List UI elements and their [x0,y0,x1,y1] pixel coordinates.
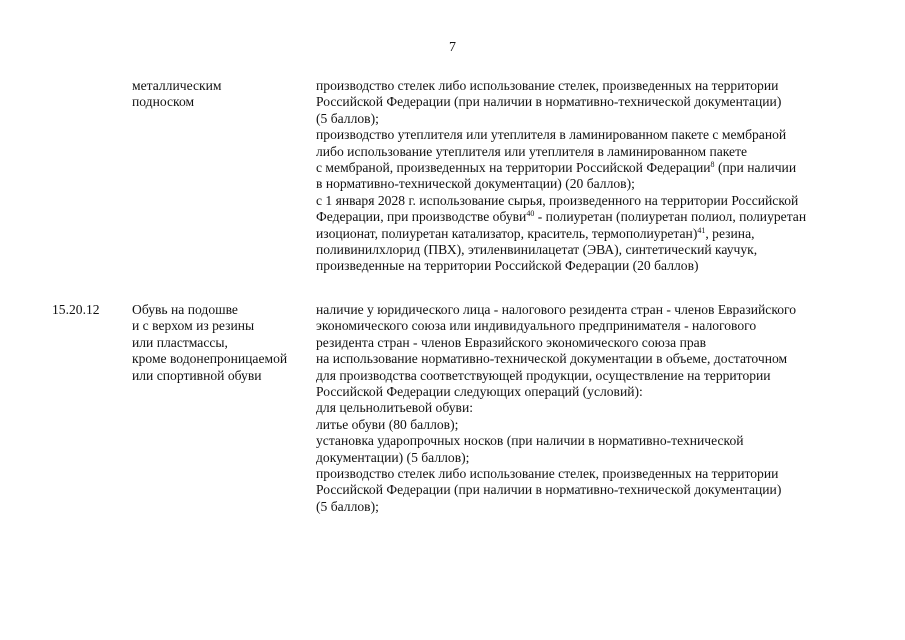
production-conditions [316,78,876,275]
product-name-line: Обувь на подошве [132,302,238,317]
condition-line: для производства соответствующей продукции, осуществление на территории [316,367,771,383]
condition-text: с мембраной, произведенных на территории Российской Федерации [316,160,711,176]
condition-line: производство стелек либо использование стелек, произведенных на территории [316,466,779,482]
condition-line: либо использование утеплителя или утеплителя в ламинированном пакете [316,143,748,159]
page-number: 7 [449,40,456,55]
condition-text: , резина, [705,225,755,241]
condition-line [316,160,876,176]
condition-text: (при наличии [714,160,797,176]
condition-line: произведенные на территории Российской Федерации (20 баллов) [316,258,699,274]
product-name [132,78,302,111]
condition-line: поливинилхлорид (ПВХ), этиленвинилацетат (ЭВА), синтетический каучук, [316,242,758,258]
condition-line: Российской Федерации (при наличии в нормативно-технической документации) [316,482,782,498]
footnote-ref: 41 [697,225,706,235]
product-name [132,302,302,384]
product-name-line: металлическим [132,78,222,93]
condition-line: (5 баллов); [316,110,379,126]
product-name-line: подноском [132,94,195,110]
condition-line: для цельнолитьевой обуви: [316,400,474,416]
production-conditions [316,302,876,515]
footnote-ref: 8 [710,160,715,170]
footnote-ref: 40 [526,209,535,219]
product-name-line: кроме водонепроницаемой [132,351,288,367]
condition-line: Российской Федерации следующих операций (условий): [316,384,643,400]
condition-line: с 1 января 2028 г. использование сырья, произведенного на территории Российской [316,192,799,208]
condition-text: - полиуретан (полиуретан полиол, полиуретан [534,209,807,225]
condition-line: Российской Федерации (при наличии в нормативно-технической документации) [316,94,782,110]
condition-line [316,209,876,225]
condition-line: экономического союза или индивидуального предпринимателя - налогового [316,318,757,334]
condition-line: в нормативно-технической документации) (20 баллов); [316,176,635,192]
okpd-code: 15.20.12 [52,302,100,317]
condition-text: изоционат, полиуретан катализатор, краситель, термополиуретан) [316,225,698,241]
condition-line: документации) (5 баллов); [316,449,470,465]
condition-line: установка ударопрочных носков (при наличии в нормативно-технической [316,433,744,449]
product-name-line: и с верхом из резины [132,318,255,334]
condition-text: Федерации, при производстве обуви [316,209,527,225]
condition-line: на использование нормативно-технической документации в объеме, достаточном [316,351,788,367]
condition-line: (5 баллов); [316,498,379,514]
product-name-line: или спортивной обуви [132,367,262,383]
condition-line: производство утеплителя или утеплителя в ламинированном пакете с мембраной [316,127,787,143]
condition-line: производство стелек либо использование стелек, произведенных на территории [316,78,779,93]
condition-line [316,226,876,242]
condition-line: наличие у юридического лица - налогового резидента стран - членов Евразийского [316,302,797,317]
condition-line: литье обуви (80 баллов); [316,416,459,432]
condition-line: резидента стран - членов Евразийского экономического союза прав [316,334,707,350]
product-name-line: или пластмассы, [132,334,228,350]
